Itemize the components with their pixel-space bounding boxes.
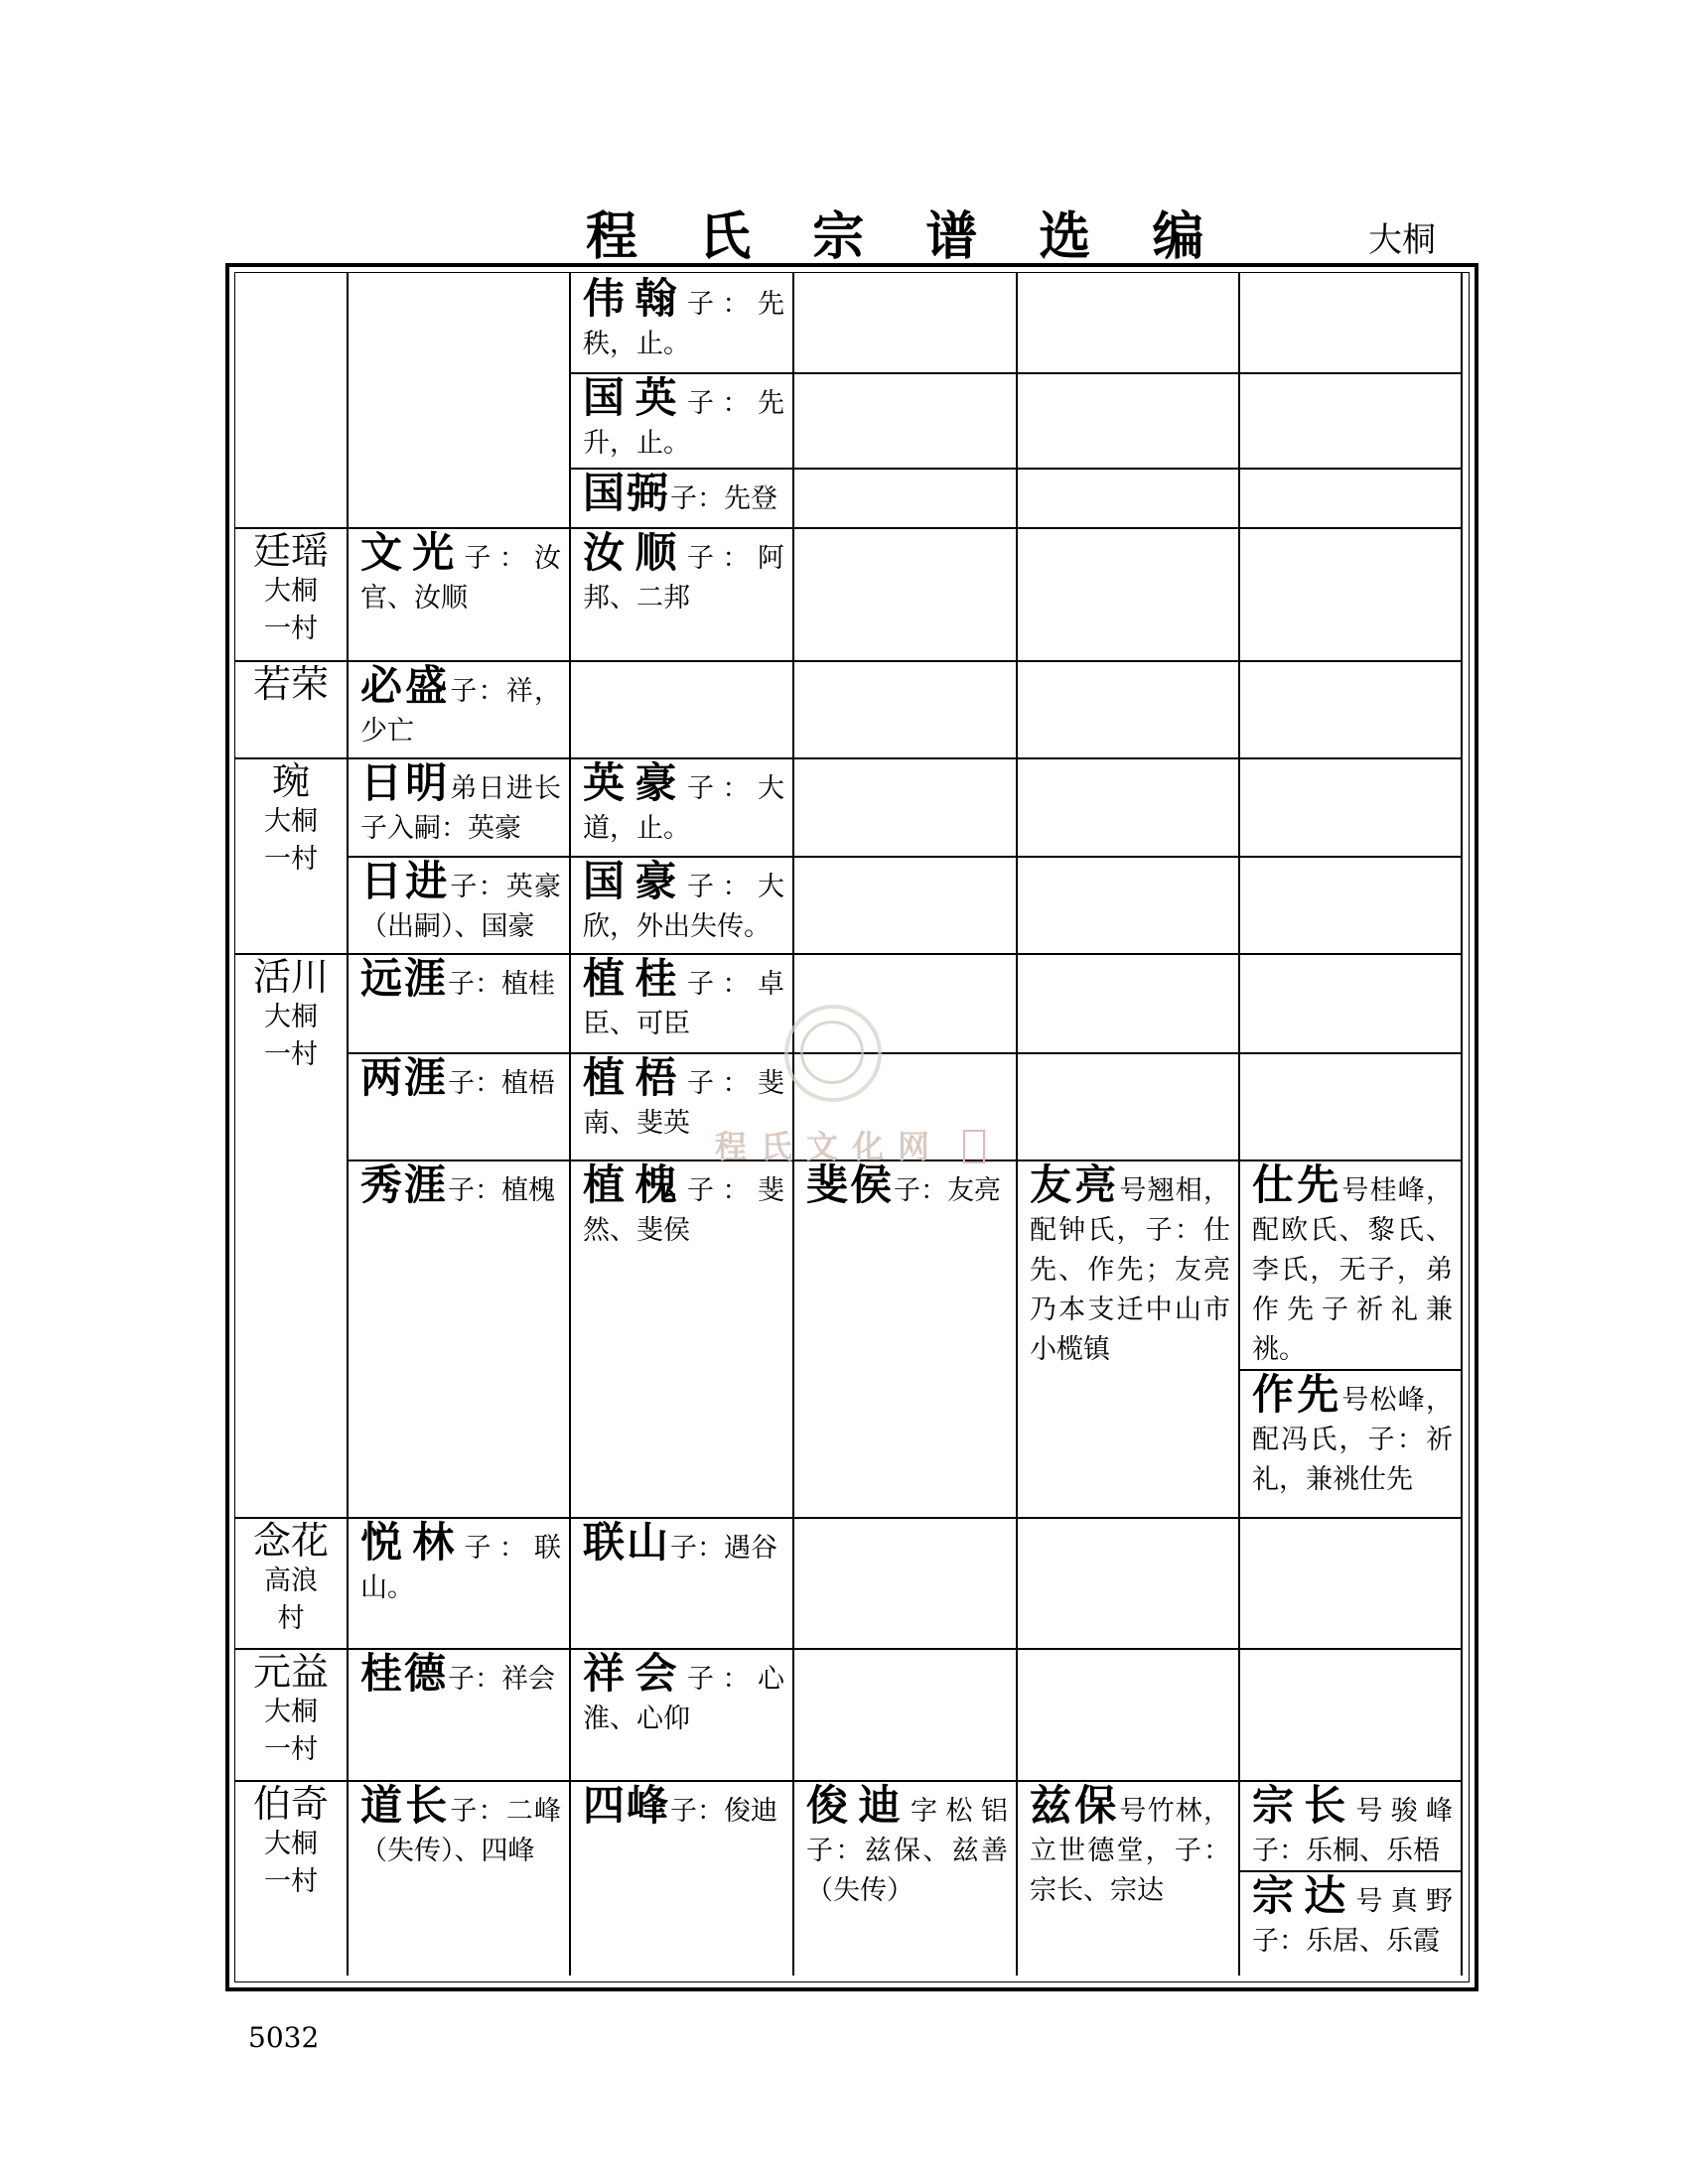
person-name: 植梧 [583, 1054, 687, 1102]
person-note: 子：先秩，止。 [583, 289, 784, 359]
ancestor-cell [235, 1650, 347, 1780]
person-name: 两涯 [360, 1054, 449, 1102]
person-name: 道长 [360, 1782, 451, 1830]
person-name: 汝顺 [583, 529, 687, 577]
table-cell [349, 858, 569, 953]
person-name: 俊迪 [806, 1782, 911, 1830]
ancestor-cell [235, 1782, 347, 1976]
person-note: 子：祥，少亡 [360, 676, 561, 747]
person-name: 秀涯 [360, 1161, 449, 1209]
person-note: 弟日进长子入嗣：英豪 [360, 773, 561, 844]
person-note: 子：英豪（出嗣）、国豪 [360, 872, 561, 942]
ancestor-name: 伯奇 [252, 1782, 329, 1826]
table-cell [571, 275, 792, 372]
table-cell [349, 1519, 569, 1648]
ancestor-cell [235, 1519, 347, 1648]
table-cell [571, 1650, 792, 1780]
person-note: 号桂峰，配欧氏、黎氏、李氏，无子，弟作先子祈礼兼祧。 [1252, 1175, 1453, 1365]
table-cell [571, 1782, 792, 1976]
person-name: 联山 [583, 1519, 671, 1567]
table-cell [1240, 1782, 1461, 1870]
person-note: 子：先升，止。 [583, 388, 784, 459]
person-name: 友亮 [1030, 1161, 1120, 1209]
table-cell [1018, 1161, 1238, 1517]
person-note: 子：遇谷 [670, 1533, 778, 1564]
table-cell [571, 1161, 792, 1517]
village-label: 大桐一村 [264, 1697, 318, 1765]
table-cell [349, 529, 569, 660]
person-note: 子：联山。 [360, 1533, 561, 1603]
person-name: 宗达 [1252, 1872, 1356, 1920]
ancestor-name: 念花 [252, 1519, 329, 1563]
ancestor-name: 廷瑶 [252, 529, 329, 573]
stamp-icon [963, 1130, 985, 1163]
person-note: 子：二峰（失传）、四峰 [360, 1796, 561, 1866]
person-note: 子：大欣，外出失传。 [583, 872, 784, 942]
table-cell [349, 1650, 569, 1780]
watermark-text: 程氏文化网 [715, 1128, 944, 1165]
person-name: 植槐 [583, 1161, 687, 1209]
table-cell [571, 1519, 792, 1648]
person-name: 植桂 [583, 955, 687, 1003]
page-number: 5032 [248, 2021, 320, 2054]
table-cell [1018, 1782, 1238, 1976]
table-cell [1240, 1161, 1461, 1369]
person-name: 伟翰 [583, 275, 687, 323]
person-note: 子：汝官、汝顺 [360, 543, 561, 614]
ancestor-cell [235, 529, 347, 660]
ancestor-name: 若荣 [252, 662, 329, 706]
page-title: 程 氏 宗 谱 选 编 [586, 206, 1226, 267]
table-cell [794, 1161, 1016, 1517]
table-cell [571, 529, 792, 660]
person-note: 字松铝子：兹保、兹善（失传） [806, 1796, 1008, 1906]
table-cell [571, 470, 792, 527]
person-name: 仕先 [1252, 1161, 1342, 1209]
person-name: 作先 [1252, 1371, 1342, 1419]
person-name: 必盛 [360, 662, 451, 710]
person-note: 子：心淮、心仰 [583, 1664, 784, 1734]
village-label: 高浪村 [264, 1566, 318, 1634]
table-cell [349, 955, 569, 1052]
ancestor-cell [235, 759, 347, 953]
person-note: 子：友亮 [894, 1175, 1002, 1206]
person-note: 子：祥会 [448, 1664, 556, 1695]
person-name: 祥会 [583, 1650, 687, 1698]
person-note: 号真野子：乐居、乐霞 [1252, 1886, 1453, 1957]
person-name: 文光 [360, 529, 465, 577]
village-label: 大桐一村 [264, 576, 318, 644]
person-note: 子：先登 [670, 483, 778, 514]
person-note: 子：斐南、斐英 [583, 1068, 784, 1139]
table-cell [571, 955, 792, 1052]
person-note: 号竹林，立世德堂，子：宗长、宗达 [1030, 1796, 1230, 1906]
table-cell [349, 662, 569, 757]
table-cell [349, 1054, 569, 1160]
seal-watermark-icon [784, 1005, 882, 1102]
person-note: 子：大道，止。 [583, 773, 784, 844]
ancestor-cell [235, 955, 347, 1517]
person-name: 四峰 [583, 1782, 671, 1830]
person-name: 桂德 [360, 1650, 449, 1698]
ancestor-cell [235, 662, 347, 757]
person-name: 斐侯 [806, 1161, 895, 1209]
person-name: 悦林 [360, 1519, 465, 1567]
person-note: 号骏峰子：乐桐、乐梧 [1252, 1796, 1453, 1866]
table-cell [1240, 1371, 1461, 1517]
table-cell [349, 1161, 569, 1517]
person-note: 子：植桂 [448, 969, 556, 1000]
person-name: 日进 [360, 858, 451, 905]
person-name: 远涯 [360, 955, 449, 1003]
ancestor-name: 元益 [252, 1650, 329, 1694]
table-cell [349, 759, 569, 856]
person-name: 国豪 [583, 858, 687, 905]
ancestor-name: 琬 [271, 759, 310, 803]
person-note: 子：卓臣、可臣 [583, 969, 784, 1039]
person-name: 国英 [583, 374, 687, 422]
person-name: 英豪 [583, 759, 687, 807]
person-note: 子：植梧 [448, 1068, 556, 1099]
page-place-label: 大桐 [1368, 220, 1436, 260]
person-note: 号松峰，配冯氏，子：祈礼，兼祧仕先 [1252, 1385, 1453, 1495]
person-note: 子：阿邦、二邦 [583, 543, 784, 614]
person-name: 日明 [360, 759, 451, 807]
person-name: 国弼 [583, 470, 671, 517]
person-name: 宗长 [1252, 1782, 1356, 1830]
table-cell [1240, 1872, 1461, 1976]
table-cell [349, 1782, 569, 1976]
person-note: 号翘相，配钟氏，子：仕先、作先；友亮乃本支迁中山市小榄镇 [1030, 1175, 1230, 1365]
village-label: 大桐一村 [264, 1829, 318, 1897]
ancestor-name: 活川 [252, 955, 329, 999]
person-note: 子：斐然、斐侯 [583, 1175, 784, 1246]
table-cell [571, 374, 792, 468]
table-cell [794, 1782, 1016, 1976]
village-label: 大桐一村 [264, 1002, 318, 1070]
person-name: 兹保 [1030, 1782, 1120, 1830]
village-label: 大桐一村 [264, 806, 318, 875]
person-note: 子：俊迪 [670, 1796, 778, 1827]
person-note: 子：植槐 [448, 1175, 556, 1206]
table-cell [571, 858, 792, 953]
table-cell [571, 759, 792, 856]
